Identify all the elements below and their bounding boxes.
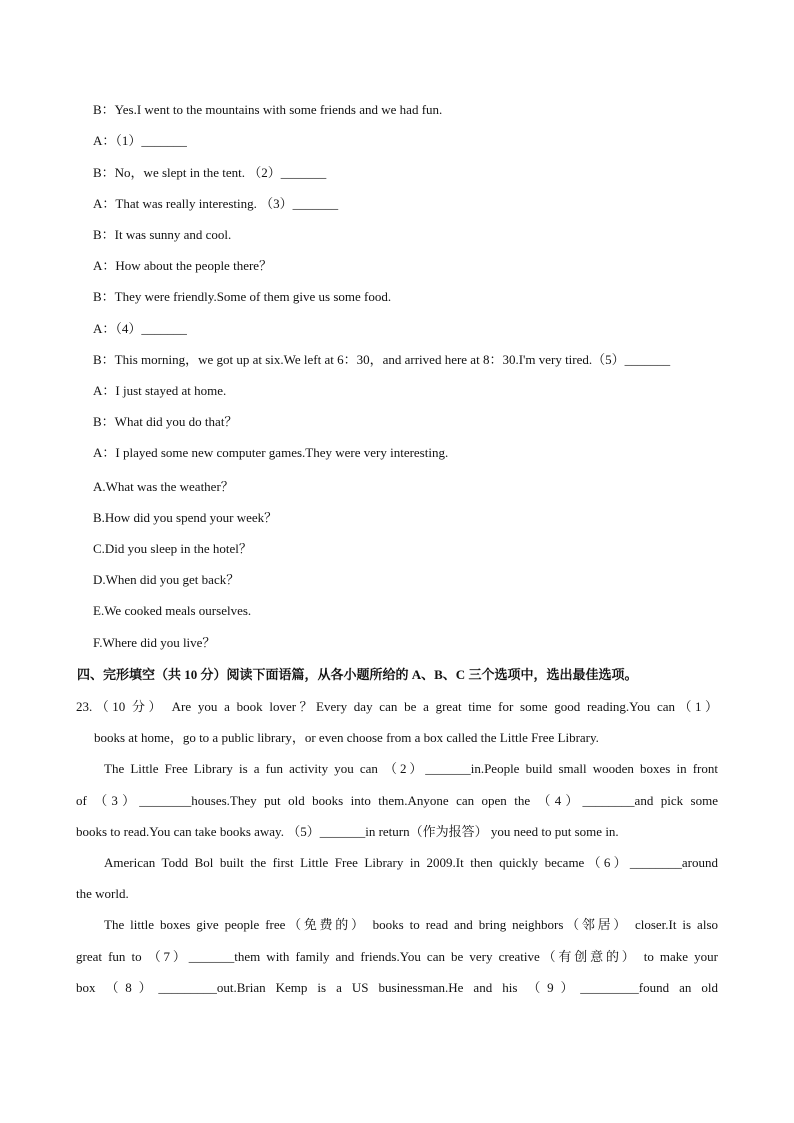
dialogue-line: B：No，we slept in the tent. （2）_______ — [93, 165, 327, 180]
passage-line: 23.（10 分） Are you a book lover？Every day can be a great time for some good reading.You can（1） — [76, 699, 718, 714]
dialogue-line: B：They were friendly.Some of them give us some food. — [93, 289, 392, 304]
dialogue-line: B：This morning，we got up at six.We left at 6：30，and arrived here at 8：30.I'm very tired.（5）_______ — [93, 352, 671, 367]
passage-line: the world. — [76, 886, 129, 901]
passage-line: of （3）________houses.They put old books into them.Anyone can open the （4）________and pick some — [76, 793, 718, 808]
option-item: D.When did you get back？ — [93, 572, 240, 587]
dialogue-line: A：I just stayed at home. — [93, 383, 227, 398]
passage-line: books to read.You can take books away. （5）_______in return（作为报答） you need to put some in. — [76, 824, 619, 839]
option-item: A.What was the weather？ — [93, 479, 234, 494]
dialogue-line: A：（1）_______ — [93, 133, 187, 148]
option-item: E.We cooked meals ourselves. — [93, 603, 252, 618]
option-item: F.Where did you live？ — [93, 635, 216, 650]
dialogue-line: B：It was sunny and cool. — [93, 227, 232, 242]
passage-line: books at home，go to a public library，or even choose from a box called the Little Free Library. — [94, 730, 599, 745]
passage-line: great fun to （7）_______them with family and friends.You can be very creative（有创意的） to make your — [76, 949, 718, 964]
option-item: B.How did you spend your week？ — [93, 510, 278, 525]
dialogue-line: B：What did you do that？ — [93, 414, 238, 429]
section-heading: 四、完形填空（共 10 分）阅读下面语篇，从各小题所给的 A、B、C 三个选项中，选出最佳选项。 — [77, 667, 638, 682]
dialogue-line: A：How about the people there？ — [93, 258, 273, 273]
passage-line: The little boxes give people free（免费的） books to read and bring neighbors（邻居） closer.It is also — [104, 917, 718, 932]
passage-line: box （8）_________out.Brian Kemp is a US businessman.He and his （9）_________found an old — [76, 980, 718, 995]
dialogue-line: A：That was really interesting. （3）_______ — [93, 196, 339, 211]
passage-line: The Little Free Library is a fun activity you can （2）_______in.People build small wooden boxes in front — [104, 761, 718, 776]
dialogue-line: A：（4）_______ — [93, 321, 187, 336]
dialogue-line: A：I played some new computer games.They were very interesting. — [93, 445, 449, 460]
passage-line: American Todd Bol built the first Little Free Library in 2009.It then quickly became（6）________around — [104, 855, 718, 870]
option-item: C.Did you sleep in the hotel？ — [93, 541, 252, 556]
dialogue-line: B：Yes.I went to the mountains with some friends and we had fun. — [93, 102, 443, 117]
